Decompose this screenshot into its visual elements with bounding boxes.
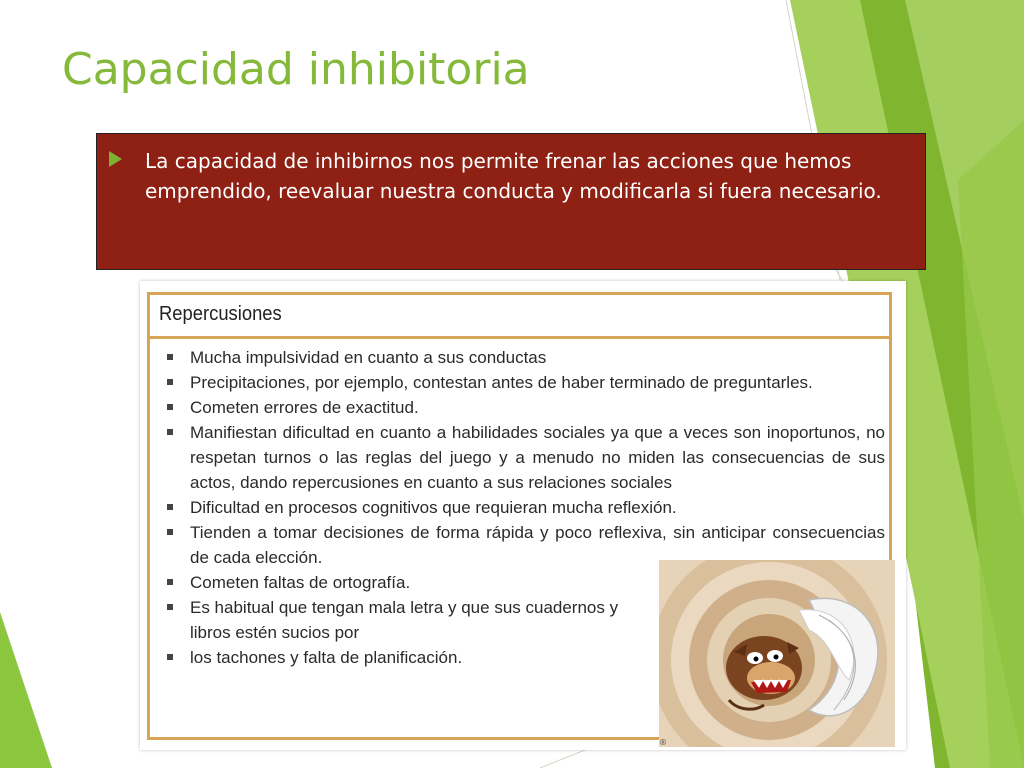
square-bullet-icon [167,504,173,510]
repercussions-card [140,281,906,750]
list-item [150,370,885,395]
copyright-mark: ® [659,738,667,747]
list-item [150,645,635,670]
table-header-label: Repercusiones [159,303,282,325]
square-bullet-icon [167,404,173,410]
definition-text: La capacidad de inhibirnos nos permite frenar las acciones que hemos emprendido, reevaluar nuestra conducta y modificarla si fuera necesario. [145,149,882,203]
table-header [150,295,889,339]
list-item [150,495,885,520]
list-item [150,595,635,645]
list-item [150,345,885,370]
definition-box [96,133,926,270]
left-green-shape [0,612,52,768]
list-item [150,395,885,420]
list-item-text: Es habitual que tengan mala letra y que sus cuadernos y libros estén sucios por [190,598,619,642]
slide-title: Capacidad inhibitoria [62,44,530,95]
bullet-arrow-icon [109,151,122,167]
square-bullet-icon [167,354,173,360]
square-bullet-icon [167,379,173,385]
list-item-text: Cometen faltas de ortografía. [190,573,411,592]
tasmanian-devil-icon [659,560,895,747]
square-bullet-icon [167,579,173,585]
square-bullet-icon [167,654,173,660]
cartoon-image [659,560,895,747]
square-bullet-icon [167,604,173,610]
list-item-text: Tienden a tomar decisiones de forma rápida y poco reflexiva, sin anticipar consecuencias de cada elección. [190,523,885,567]
repercussions-table [147,292,892,747]
list-item-text: Dificultad en procesos cognitivos que requieran mucha reflexión. [190,498,677,517]
list-item-text: los tachones y falta de planificación. [190,648,463,667]
list-item-text: Manifiestan dificultad en cuanto a habilidades sociales ya que a veces son inoportunos, no respetan turnos o las reglas del juego y a menudo no miden las consecuencias de sus actos, dando repercusiones en cuanto a sus relaciones sociales [190,423,885,492]
list-item-text: Precipitaciones, por ejemplo, contestan antes de haber terminado de preguntarles. [190,373,813,392]
list-item-text: Mucha impulsividad en cuanto a sus conductas [190,348,547,367]
list-item-text: Cometen errores de exactitud. [190,398,419,417]
square-bullet-icon [167,529,173,535]
square-bullet-icon [167,429,173,435]
list-item [150,420,885,495]
